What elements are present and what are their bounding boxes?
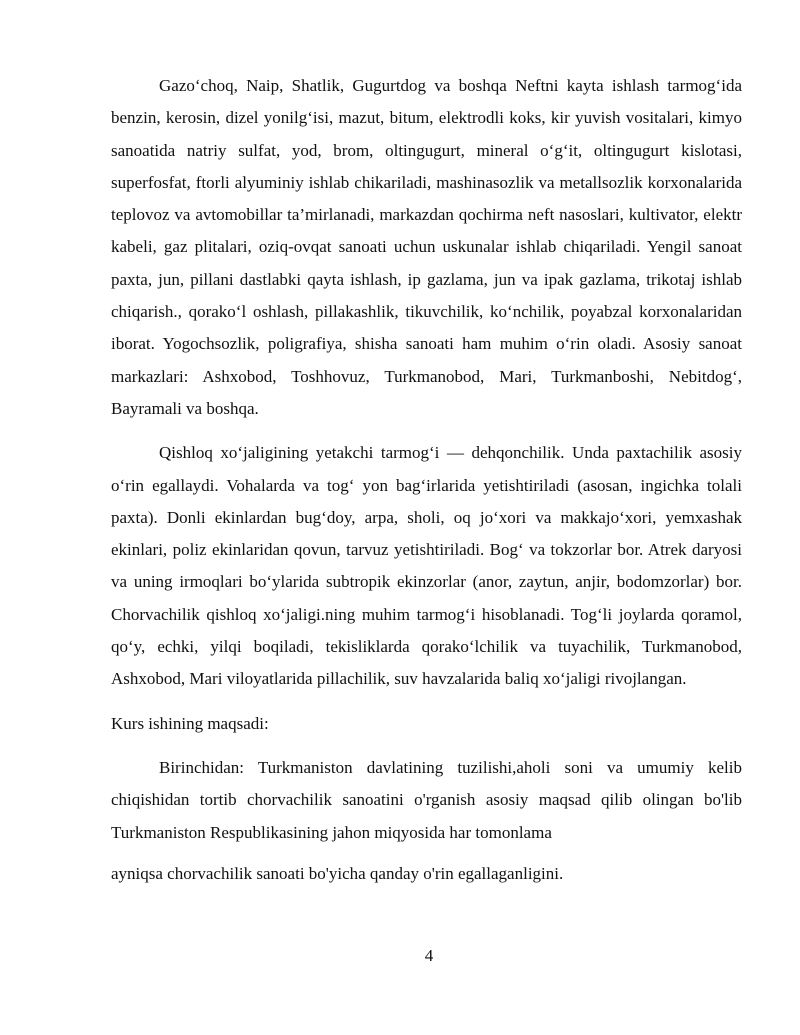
paragraph-continuation: ayniqsa chorvachilik sanoati bo'yicha qanday o'rin egallaganligini. (111, 863, 564, 883)
paragraph-goal: Birinchidan: Turkmaniston davlatining tuzilishi,aholi soni va umumiy kelib chiqishidan tortib chorvachilik sanoatini o'rganish asosiy maqsad qilib olingan bo'lib Turkmaniston Respublikasining jahon miqyosida har tomonlama (111, 757, 742, 842)
document-page (111, 70, 742, 890)
section-heading: Kurs ishining maqsadi: (111, 713, 269, 733)
paragraph-agriculture: Qishloq xo‘jaligining yetakchi tarmog‘i — dehqonchilik. Unda paxtachilik asosiy o‘rin egallaydi. Vohalarda va tog‘ yon bag‘irlarida yetishtiriladi (asosan, ingichka tolali paxta). Donli ekinlardan bug‘doy, arpa, sholi, oq jo‘xori va makkajo‘xori, yemxashak ekinlari, poliz ekinlaridan qovun, tarvuz yetishtiriladi. Bog‘ va tokzorlar bor. Atrek daryosi va uning irmoqlari bo‘ylarida subtropik ekinzorlar (anor, zaytun, anjir, bodomzorlar) bor. Chorvachilik qishloq xo‘jaligi.ning muhim tarmog‘i hisoblanadi. Tog‘li joylarda qoramol, qo‘y, echki, yilqi boqiladi, tekisliklarda qorako‘lchilik va tuyachilik, Turkmanobod, Ashxobod, Mari viloyatlarida pillachilik, suv havzalarida baliq xo‘jaligi rivojlangan. (111, 443, 742, 689)
page-number: 4 (424, 946, 434, 965)
paragraph-industry: Gazo‘choq, Naip, Shatlik, Gugurtdog va boshqa Neftni kayta ishlash tarmog‘ida benzin, kerosin, dizel yonilg‘isi, mazut, bitum, elektrodli koks, kir yuvish vositalari, kimyo sanoatida natriy sulfat, yod, brom, oltingugurt, mineral o‘g‘it, oltingugurt kislotasi, superfosfat, ftorli alyuminiy ishlab chikariladi, mashinasozlik va metallsozlik korxonalarida teplovoz va avtomobillar ta’mirlanadi, markazdan qochirma neft nasoslari, kultivator, elektr kabeli, gaz plitalari, oziq-ovqat sanoati uchun uskunalar ishlab chiqariladi. Yengil sanoat paxta, jun, pillani dastlabki qayta ishlash, ip gazlama, jun va ipak gazlama, trikotaj ishlab chiqarish., qorako‘l oshlash, pillakashlik, tikuvchilik, ko‘nchilik, poyabzal korxonalaridan iborat. Yogochsozlik, poligrafiya, shisha sanoati ham muhim o‘rin oladi. Asosiy sanoat markazlari: Ashxobod, Toshhovuz, Turkmanobod, Mari, Turkmanboshi, Nebitdog‘, Bayramali va boshqa. (111, 76, 742, 418)
